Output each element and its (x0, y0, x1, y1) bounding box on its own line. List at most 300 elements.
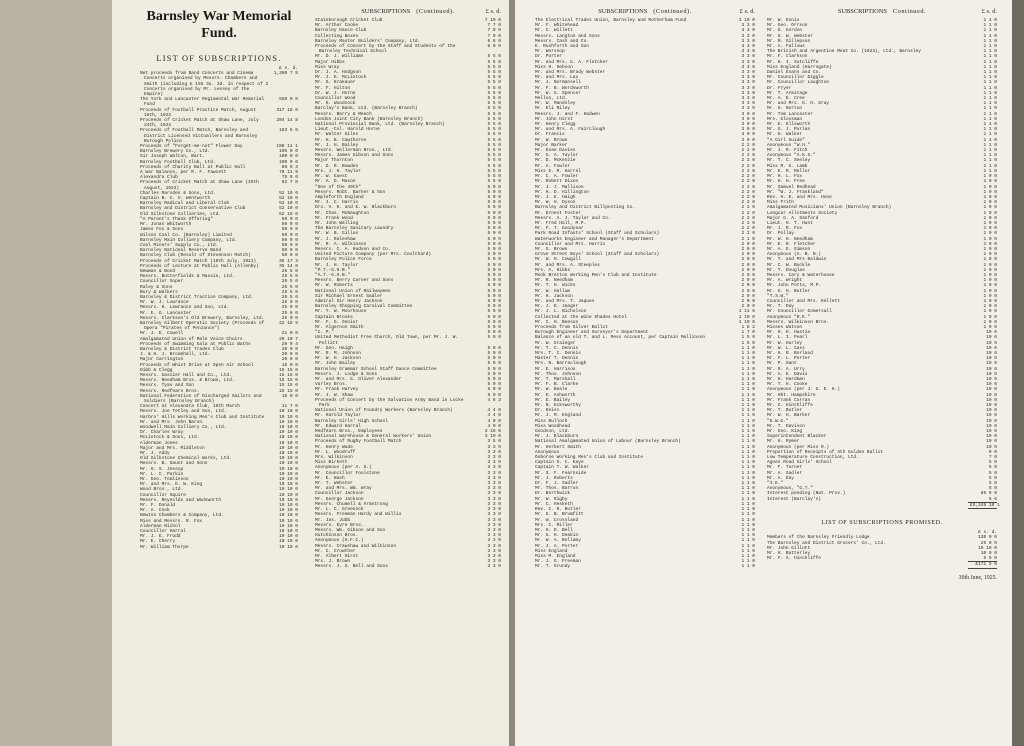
subscription-amount: 1 1 0 (741, 507, 755, 513)
subscriber-name: Mr. C. Hinchliffe (767, 403, 813, 409)
subscriber-name: Miss M. G. Lamb (767, 163, 808, 169)
subscription-amount: 3 3 0 (741, 96, 755, 102)
subscriber-name: Mr. F. Donald (140, 503, 176, 509)
subscription-amount: 20 0 4 (281, 341, 298, 347)
subscription-amount: 10 10 0 (279, 425, 298, 431)
subscription-amount: 1 0 0 (983, 226, 997, 232)
subscriber-name: Mrs. N. Barraclough (535, 361, 587, 367)
subscription-amount: 1 1 0 (983, 137, 997, 143)
subscription-amount: 2 0 0 (741, 246, 755, 252)
column-heading (315, 8, 501, 15)
subscriber-name: Mr. Evan Davies (535, 148, 576, 154)
subscriber-name: Dr. Keiss (535, 408, 560, 414)
subscription-amount: 1 1 0 (741, 533, 755, 539)
subscriber-name: Proceeds of Rugby Football Match (315, 439, 402, 445)
subscriber-name: Mr. Geo. Orrson (767, 23, 808, 29)
subscription-amount: 2 0 0 (741, 257, 755, 263)
subscription-amount: 3 3 0 (487, 543, 501, 549)
subscriber-name: Mr. John Gillott (767, 545, 811, 551)
subscription-amount: 10 0 (986, 423, 997, 429)
subscriber-name: Mr. Harold Taylor (315, 413, 361, 419)
subscriber-name: Messrs. Joe Tetley and Son, Ltd. (140, 409, 227, 415)
subscription-amount: 1 1 0 (741, 475, 755, 481)
subscription-amount: 4 0 0 (487, 418, 501, 424)
subscription-amount: 1 0 0 (983, 200, 997, 206)
subscription-amount: 10 10 0 (279, 414, 298, 420)
subscriber-name: Mr. H. Hardman (767, 377, 805, 383)
subscription-amount: 10 6 (986, 345, 997, 351)
subscription-amount: 7 0 (988, 455, 997, 461)
subscriber-name: Mr. T. C. Dennis (535, 345, 579, 351)
subscription-amount: 2 2 0 (741, 168, 755, 174)
subscription-amount: 62 7 0 (281, 180, 298, 186)
subscriber-name: Mr. K. I. Sutcliffe (767, 59, 819, 65)
subscription-entry (140, 97, 298, 107)
subscription-amount: 10 0 (986, 413, 997, 419)
subscriber-name: Miss and Messrs. R. Fox (140, 518, 203, 524)
subscription-amount: 22 18 9 (279, 320, 298, 326)
subscriber-name: Mr. J. M. England (535, 413, 581, 419)
subscription-amount: 5 0 (988, 470, 997, 476)
subscription-amount: 1 10 0 (738, 319, 755, 325)
subscription-amount: 5 0 0 (487, 304, 501, 310)
subscription-amount: 15 15 0 (279, 367, 298, 373)
subscription-amount: 1 0 0 (983, 304, 997, 310)
subscription-amount: 1 1 0 (741, 527, 755, 533)
subscription-amount: 1 0 0 (983, 252, 997, 258)
subscriber-name: Mr. W. L. Cass (767, 345, 805, 351)
subscriber-name: Mr. L. C. Greenock (315, 507, 364, 513)
subscription-amount: 1 0 0 (983, 314, 997, 320)
subscription-amount: 1 1 0 (741, 486, 755, 492)
subscriber-name: Mr. J. E. Frudd (140, 534, 181, 540)
subscription-amount: 1 5 0 (741, 340, 755, 346)
subscriber-name: National Warehouse & General Workers' Union (315, 434, 432, 440)
subscription-amount: 3 0 0 (741, 116, 755, 122)
subscriber-name: Mr. L. I. Pearl (767, 335, 808, 341)
subscription-amount: 5 5 0 (487, 142, 501, 148)
subscription-amount: 1 0 0 (983, 210, 997, 216)
subscriber-name: Barnsley Main Colliery Company, Ltd. (140, 237, 238, 243)
subscription-amount: 10 10 0 (279, 445, 298, 451)
subscriber-name: Mellon, Ltd. (535, 96, 568, 102)
subscription-amount: 1 11 6 (738, 309, 755, 315)
subscriber-name: Mr. W. H. Barker (767, 413, 811, 419)
subscriber-name: Miss Birkett (315, 460, 348, 466)
subscriber-name: Mr. Thos. Johnson (535, 371, 581, 377)
page-edge (1012, 0, 1024, 746)
subscriber-name: A War Balance, per R. F. Fawcett (140, 170, 227, 176)
subscriber-name: Messrs. Needham Bros. & Brown, Ltd. (140, 378, 235, 384)
subscription-amount: 105 0 0 (279, 149, 298, 155)
subscription-amount: 1 1 0 (741, 559, 755, 565)
subscription-amount: 1 0 0 (983, 215, 997, 221)
subscriber-name: J. & H. J. Broomhall, Ltd. (140, 352, 211, 358)
subscriber-name: Mr. Geo. Tomlinson (140, 477, 189, 483)
subscription-amount: 1 1 0 (741, 517, 755, 523)
subscriber-name: Mr. J. C. Harris (315, 200, 359, 206)
subscriber-name: Mr. W. H. Dyson (535, 200, 576, 206)
subscription-amount: 5 0 0 (487, 283, 501, 289)
subscriber-name: Dr. F. J. Sadler (535, 481, 579, 487)
subscriber-name: Mr. Councillor Diggle (767, 75, 824, 81)
subscriber-name: Mr. G. H. Butler (767, 288, 811, 294)
subscriber-name: Messrs. A. J. Taylor and Co. (535, 215, 611, 221)
subscription-amount: 1 1 0 (741, 366, 755, 372)
subscriber-name: Mr. T. and Mrs Baldwin (767, 257, 827, 263)
subscription-amount: 1 1 0 (741, 439, 755, 445)
subscription-amount: 3 3 0 (741, 70, 755, 76)
subscriber-name: Mr. J. Raleshaw (315, 236, 356, 242)
subscription-amount: 7 7 0 (487, 23, 501, 29)
subscriber-name: Mr. R. M. Johnson (315, 351, 361, 356)
subscriber-name: Mr. W. B. Gillus (315, 231, 359, 237)
subscription-amount: 26 0 0 (281, 300, 298, 306)
subscription-amount: 26 5 0 (281, 284, 298, 290)
subscriber-name: Mr. W. Beale (535, 387, 568, 393)
subscription-amount: 1 1 0 (741, 522, 755, 528)
subscriber-name: Major Barker (535, 142, 568, 148)
subscription-amount: 1 0 0 (983, 194, 997, 200)
subscription-amount: 5 0 0 (487, 278, 501, 284)
subscriber-name: Proceeds of Cricket Match at Shaw Lane (25th August, 1923) (140, 180, 259, 191)
subscriber-name: Dr. Porter (535, 54, 563, 60)
subscription-amount: 1 0 0 (983, 288, 997, 294)
subscriber-name: Messrs. Eyre Bros. (315, 522, 364, 528)
subscriber-name: Miss H. Hebson (535, 64, 573, 70)
subscription-amount: 10 6 (986, 356, 997, 362)
subscription-entry (140, 180, 298, 190)
column-2 (315, 8, 501, 570)
subscription-amount: 5 0 (988, 460, 997, 466)
subscriber-name: Sir Michael Ernest Sadler (315, 293, 383, 299)
subscription-amount: 20 0 0 (281, 352, 298, 358)
subscription-amount: 75 0 0 (281, 175, 298, 181)
subscription-amount: 20 0 0 (281, 357, 298, 363)
subscription-amount: 3 3 0 (741, 49, 755, 55)
subscriber-name: Mr. J. H. Bailey (315, 142, 359, 148)
subscription-amount: 3 3 0 (741, 59, 755, 65)
subscription-amount: 100 0 0 (279, 159, 298, 165)
subscriber-name: Park Road Infants' School (Staff and Scholars) (535, 231, 660, 237)
subscription-amount: 1 8 2 (741, 324, 755, 330)
subscription-amount: 1 1 0 (741, 449, 755, 455)
subscription-amount: 100 0 0 (279, 154, 298, 160)
subscription-amount: 10 0 (986, 439, 997, 445)
heading-main: SUBSCRIPTIONS (837, 8, 887, 15)
subscriber-name: Dr. Borthwick (535, 491, 571, 497)
subscriber-name: Messrs. H. Lewrance and Son, Ltd. (140, 305, 230, 311)
subscription-amount: 1 1 0 (983, 163, 997, 169)
subscriber-name: Collecting Boxes (315, 33, 359, 39)
subscriber-name: Mr. C. Crowther (315, 548, 356, 554)
subscriber-name: Miss Frith (767, 200, 795, 206)
subscriber-name: Monk Bretton Working Men's Club and Institute (535, 272, 657, 278)
subscription-amount: 5 5 0 (487, 163, 501, 169)
subscription-entry (767, 497, 997, 502)
subscription-entry (140, 128, 298, 144)
subscription-amount: 50 0 0 (281, 253, 298, 259)
subscription-amount: 5 5 0 (487, 122, 501, 128)
subscription-amount: 1 1 0 (741, 418, 755, 424)
subscriber-name: Mr. S. W. Webster (767, 33, 813, 39)
subscriber-name: Mr. L. Woodruff (315, 449, 356, 455)
subscription-amount: 5 5 0 (487, 168, 501, 174)
subscriber-name: Mrs. Glossman (767, 116, 803, 122)
subscriber-name: Anonymous (per J. G. E. H.) (767, 387, 840, 393)
subscriber-name: Mr. W. H. Needham (767, 236, 813, 242)
right-page (515, 0, 1012, 746)
subscriber-name: Amalgamated Musicians' Union (Barnsley Branch) (767, 205, 892, 211)
subscriber-name: Mr. J. E. Haigh (535, 194, 576, 200)
subscription-amount: 2 0 0 (741, 272, 755, 278)
subscriber-name: Mr. J. E. Jaeger (535, 304, 579, 310)
subscription-amount: 10 10 0 (279, 529, 298, 535)
subscriber-name: Anonymous (per Miss R.) (767, 444, 830, 450)
subscriber-name: National Union of Foundry Workers (Barnsley Branch) (315, 408, 453, 414)
subscriber-name: Alderman Jones (140, 440, 178, 446)
subscription-amount: 2 2 0 (741, 174, 755, 180)
subscription-amount: 3 3 0 (487, 553, 501, 559)
subscription-amount: 5 0 (988, 465, 997, 471)
subscription-amount: 2 0 0 (741, 278, 755, 284)
subscriber-name: Mr. H. D. Hillington (535, 189, 590, 195)
subscriber-name: Mr. C. W. Buckle (767, 262, 811, 268)
subscriber-name: Wilson Coal Co. (Barnsley) Limited (140, 232, 232, 238)
subscriber-name: Mr. G. H. Deakin (535, 533, 579, 539)
money-heading: £ s. d. (739, 8, 755, 15)
subscriber-name: Mr. G. Brown (535, 246, 568, 252)
subscription-amount: 3 3 0 (487, 512, 501, 518)
subscriber-name: Mr. and Mrs. Wm. Wray (315, 486, 372, 492)
subscription-amount: 5 5 0 (487, 59, 501, 65)
heading-main: SUBSCRIPTIONS (361, 8, 411, 15)
subscriber-name: Interest (Barclay's) (767, 496, 822, 502)
subscriber-name: Messrs. Berry Carver and Sons (315, 278, 394, 284)
subscriber-name: Mr. N. Ecksworthy (535, 403, 581, 409)
subscription-amount: 3 16 6 (484, 429, 501, 435)
subscriber-name: Mr. T. W. Moorhouse (315, 309, 367, 315)
subscriber-name: Dr. Francis (535, 132, 565, 138)
subscription-amount: 1 1 0 (983, 106, 997, 112)
subscriber-name: E. Rushforth and Son (535, 44, 590, 50)
subscription-amount: 1 0 0 (983, 309, 997, 315)
subscription-amount: 5 0 0 (487, 215, 501, 221)
subscriber-name: Master T. Dennis (535, 356, 579, 362)
subscription-amount: 1 1 0 (741, 392, 755, 398)
subscription-amount: 50 0 0 (281, 237, 298, 243)
subscription-amount: 1 0 0 (983, 262, 997, 268)
subscription-amount: 5 0 0 (487, 330, 501, 336)
subscription-amount: 15 15 0 (279, 388, 298, 394)
subscription-amount: 317 18 0 (276, 107, 298, 113)
subscription-list (767, 18, 997, 502)
subscriber-name: Barnsley National Reserve Band (140, 248, 222, 254)
subscription-amount: 78 11 9 (279, 170, 298, 176)
subscriber-name: Mr. H. Jackson (535, 293, 573, 299)
subscription-amount: 3 3 0 (487, 486, 501, 492)
subscriber-name: Alexandra Club (140, 175, 178, 181)
subscriber-name: Mr. John Walling (315, 220, 359, 226)
subscriber-name: Miss Wray (315, 64, 340, 70)
subscriber-name: Mr. and Mrs. T. Jaques (535, 298, 595, 304)
subscription-amount: 5 0 0 (487, 351, 501, 356)
subscription-amount: 1 1 0 (741, 397, 755, 403)
subscription-amount: 10 10 0 (279, 518, 298, 524)
subscriber-name: Anonymous, "G.T." (767, 486, 813, 492)
subscription-amount: 2 2 0 (741, 163, 755, 169)
subscriber-name: Mr. Chas. McNaughton (315, 210, 370, 216)
subscription-amount: 5 5 0 (487, 70, 501, 76)
subscriber-name: Mr. William Thorpe (140, 544, 189, 550)
subscriber-name: Mr. J. R. Fitch (767, 148, 808, 154)
subscription-amount: 25 0 0 (281, 315, 298, 321)
subscriber-name: Councillor and Mrs. Kellett (767, 298, 840, 304)
subscriber-name: Misses Watson (767, 324, 803, 330)
subscription-amount: 10 10 0 (279, 534, 298, 540)
subscriber-name: Mr. R. A. Wilkinson (315, 241, 367, 247)
subscription-amount: 1 1 0 (741, 553, 755, 559)
subscriber-name: Mr. T. H. Cooke (767, 382, 808, 388)
subscription-amount: 5 5 0 (487, 111, 501, 117)
subscriber-name: Mr. John Hirst (535, 116, 573, 122)
subscriber-name: Mr. H. B. Cawthorne (315, 137, 367, 143)
subscription-amount: 5 5 0 (487, 148, 501, 154)
subscription-amount: 5 0 0 (487, 298, 501, 304)
subscriber-name: Mr. W. H. Cowgill (535, 257, 581, 263)
subscription-amount: 25 0 0 (980, 540, 997, 546)
subscription-amount: 10 0 (986, 392, 997, 398)
subscription-amount: 5 0 (988, 475, 997, 481)
list-heading (140, 54, 298, 63)
subscription-amount: 52 10 0 (279, 211, 298, 217)
subscriber-name: Rev. C. R. Butler (535, 507, 581, 513)
subscriber-name: Mr. C. A. Fowler (535, 174, 579, 180)
subscription-amount: 5 5 0 (487, 85, 501, 91)
subscription-amount: 3 5 0 (487, 439, 501, 445)
subscription-amount: 1 1 0 (983, 116, 997, 122)
subscription-amount: 2 2 0 (741, 148, 755, 154)
subscription-amount: 1 0 0 (983, 184, 997, 190)
subscriber-name: Miss Woodhead (535, 423, 571, 429)
column-4 (767, 8, 1000, 581)
subscriber-name: Mr. G. A. Taylor (535, 153, 579, 159)
heading-main: SUBSCRIPTIONS (598, 8, 648, 15)
subscriber-name: Mr. D. R. Bowden (315, 163, 359, 169)
subscriber-name: Mr. C. Willett (535, 28, 573, 34)
subscriber-name: Miss E. M. Harral (535, 168, 581, 174)
subscription-amount: 1 0 0 (983, 319, 997, 325)
subscriber-name: London Joint City Bank (Barnsley Branch) (315, 116, 424, 122)
subscription-amount: 1 1 0 (983, 64, 997, 70)
subscriber-name: The British and Argentine Meat Co. (1923), Ltd., Barnsley (767, 49, 921, 55)
subscriber-name: Mr. J. Blackburn (535, 434, 579, 440)
subscription-amount: 86 9 3 (281, 164, 298, 170)
subscription-amount: 10 6 (986, 361, 997, 367)
subscriber-name: Messrs. James Gibson and Sons (315, 153, 394, 159)
subscription-amount: 5 0 0 (487, 210, 501, 216)
subscription-amount: 10 6 (986, 366, 997, 372)
subscriber-name: Messrs. J. G. Bell and Sons (315, 564, 388, 570)
subscriber-name: Mr. Worsnop (535, 49, 565, 55)
subscription-amount: 6 0 0 (487, 44, 501, 50)
subscriber-name: Mr. Eli Riley (535, 106, 571, 112)
subscriber-name: Mr. A. E. Simson (767, 246, 811, 252)
subscription-amount: 21 0 0 (281, 331, 298, 337)
subscriber-name: Old Silkstone Collieries, Ltd. (140, 211, 222, 217)
subscription-amount: 1 1 0 (983, 90, 997, 96)
subscriber-name: Mr. F. B. Clarke (535, 382, 579, 388)
subscriber-name: Mr. Frank Curran (767, 397, 811, 403)
subscription-amount: 3 3 0 (487, 475, 501, 481)
subscription-amount: 2 2 0 (741, 200, 755, 206)
promised-total: £171 5 0 (968, 561, 997, 568)
subscriber-name: "T.S.W." (767, 293, 789, 299)
subscriber-name: Mrs. J. H. Taylor (315, 168, 361, 174)
subscription-amount: 1 1 0 (741, 470, 755, 476)
subscriber-name: Coal Miners' Supply Co., Ltd. (140, 242, 219, 248)
subscriber-name: Mr. J. Roberts (535, 475, 573, 481)
subscription-amount: 3 3 0 (741, 33, 755, 39)
grand-total: £5,245 10 1 (970, 502, 1000, 508)
subscription-amount: 1 1 0 (741, 423, 755, 429)
subscriber-name: Charles Marsden & Sons, Ltd. (140, 190, 216, 196)
subscriber-name: Anonymous "R.E." (767, 314, 811, 320)
subscription-amount: 52 10 0 (279, 206, 298, 212)
subscription-amount: 26 5 0 (281, 279, 298, 285)
subscriber-name: Mr. W. Guest (315, 174, 348, 180)
subscriber-name: National Amalgamated Union of Labour (Barnsley Branch) (535, 439, 681, 445)
subscription-amount: 50 0 0 (281, 242, 298, 248)
subscriber-name: Mr. H. Norton (767, 106, 803, 112)
subscription-amount: 25 0 0 (281, 305, 298, 311)
subscriber-name: Mr. D. J. Williams (315, 54, 364, 60)
subscriber-name: Mr. E. R. Fletcher (767, 241, 816, 247)
subscription-amount: 1 1 0 (741, 538, 755, 544)
subscription-amount: 1 1 0 (983, 23, 997, 29)
subscription-amount: 5 0 0 (487, 189, 501, 195)
subscription-amount: 10 0 (986, 444, 997, 450)
subscription-amount: 10 10 0 (978, 545, 997, 551)
subscriber-name: United Methodist Free Church, Old Town, per Mr. J. W. Pollitt (315, 335, 459, 346)
subscription-amount: 5 5 0 (983, 556, 997, 562)
subscriber-name: Miss Bulloch (535, 418, 568, 424)
subscriber-name: Wood Bros., Ltd. (140, 487, 184, 493)
subscription-amount: 10 0 0 (980, 550, 997, 556)
subscriber-name: Miss M. England (535, 553, 576, 559)
subscription-amount: 5 0 0 (487, 200, 501, 206)
subscriber-name: Mr. H. R. Borland (767, 351, 813, 356)
subscription-amount: 1 0 0 (983, 298, 997, 304)
subscriber-name: The Barnsley and District Grocers' Co., Ltd. (767, 540, 886, 546)
subscriber-name: "E.W.G." (767, 418, 789, 424)
subscriber-name: Agnes Road Girls' School (767, 460, 832, 466)
subscriber-name: Mr. H. H. Free (767, 179, 805, 185)
subscription-amount: 10 10 0 (279, 461, 298, 467)
subscription-amount: 5 0 0 (487, 272, 501, 278)
subscription-amount: 10 10 0 (279, 440, 298, 446)
subscription-amount: 1 1 0 (741, 351, 755, 356)
subscription-amount: 10 6 (986, 335, 997, 341)
subscription-amount: 15 15 0 (279, 383, 298, 389)
subscription-amount: 10 10 0 (279, 409, 298, 415)
subscriber-name: Dr. Fryer (767, 85, 792, 91)
subscription-amount: 1 1 0 (741, 387, 755, 393)
subscription-amount: 10 10 0 (279, 539, 298, 545)
subscription-amount: 2 2 0 (741, 210, 755, 216)
column-heading (767, 8, 997, 15)
subscription-amount: 3 3 0 (741, 38, 755, 44)
